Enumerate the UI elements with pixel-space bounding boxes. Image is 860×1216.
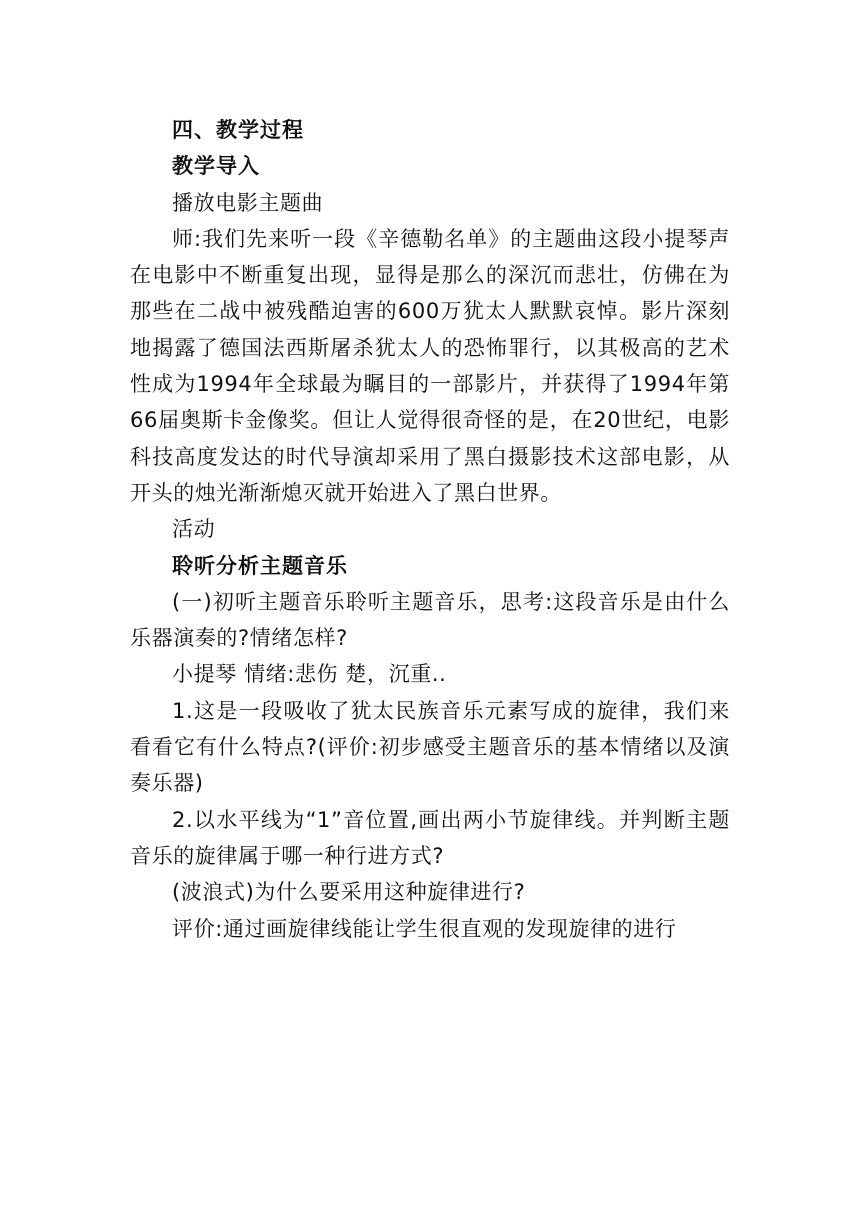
document-page [130,112,730,947]
body-paragraph: (一)初听主题音乐聆听主题音乐，思考:这段音乐是由什么乐器演奏的?情绪怎样? [130,589,730,651]
body-paragraph: 评价:通过画旋律线能让学生很直观的发现旋律的进行 [172,916,677,941]
subsection-heading: 教学导入 [172,154,260,179]
body-paragraph: (波浪式)为什么要采用这种旋律进行? [172,880,526,905]
body-paragraph: 小提琴 情绪:悲伤 楚，沉重.. [172,662,447,687]
body-paragraph: 播放电影主题曲 [172,190,324,215]
subsection-heading: 聆听分析主题音乐 [172,553,348,578]
body-paragraph: 2.以水平线为“1”音位置,画出两小节旋律线。并判断主题音乐的旋律属于哪一种行进方式? [130,807,730,868]
body-paragraph: 师:我们先来听一段《辛德勒名单》的主题曲这段小提琴声在电影中不断重复出现，显得是那么的深沉而悲壮，仿佛在为那些在二战中被残酷迫害的600万犹太人默默哀悼。影片深刻地揭露了德国法西斯屠杀犹太人的恐怖罪行，以其极高的艺术性成为1994年全球最为瞩目的一部影片，并获得了1994年第66届奥斯卡金像奖。但让人觉得很奇怪的是，在20世纪，电影科技高度发达的时代导演却采用了黑白摄影技术这部电影，从开头的烛光渐渐熄灭就开始进入了黑白世界。 [130,226,730,505]
body-paragraph: 1.这是一段吸收了犹太民族音乐元素写成的旋律，我们来看看它有什么特点?(评价:初步感受主题音乐的基本情绪以及演奏乐器) [130,698,730,796]
body-paragraph: 活动 [172,517,216,542]
section-heading: 四、教学过程 [172,118,304,142]
